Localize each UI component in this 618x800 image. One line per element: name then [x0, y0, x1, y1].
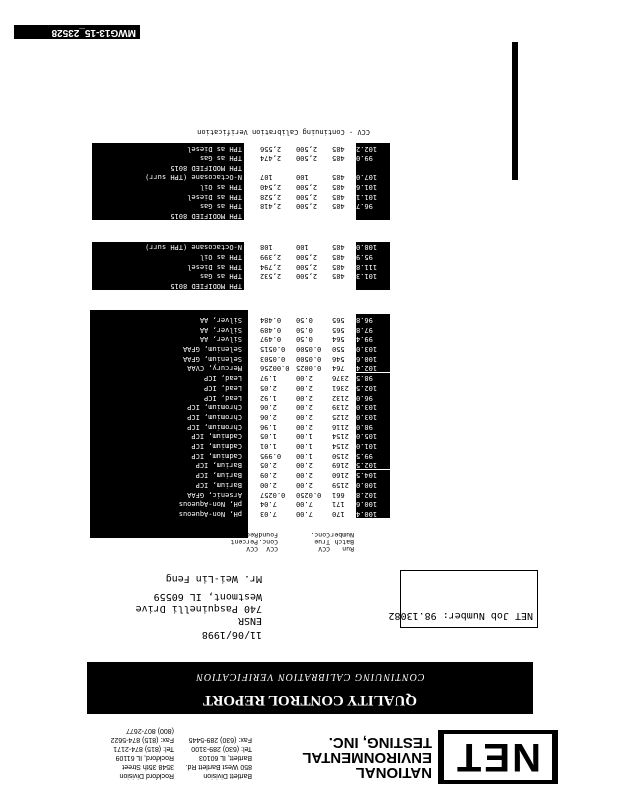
cell-found-conc: 2.06: [260, 403, 277, 412]
cell-analyte: TPH as Gas: [92, 271, 244, 281]
report-subtitle: CONTINUING CALIBRATION VERIFICATION: [195, 671, 425, 682]
cell-true-conc: 0.50: [296, 335, 313, 344]
cell-found-conc: 0.489: [260, 325, 282, 334]
logo-text: NET: [444, 734, 552, 780]
address-line: Tel: (630) 289-3100: [191, 745, 252, 752]
cell-analyte: N-Octacosane (TPH surr): [92, 172, 244, 182]
cell-batch-number: 485: [332, 173, 345, 182]
cell-percent-recovery: 104.5: [356, 470, 390, 480]
cell-percent-recovery: 103.0: [356, 343, 390, 353]
cell-analyte: TPH as Oil: [92, 181, 244, 191]
cell-found-conc: 1.92: [260, 393, 277, 402]
header-text: Analyte: [194, 530, 222, 538]
cell-found-conc: 2,418: [260, 202, 282, 211]
cell-batch-number: 485: [332, 272, 345, 281]
cell-true-conc: 2,500: [296, 182, 318, 191]
cell-percent-recovery: 101.0: [356, 440, 390, 450]
cell-batch-number: 170: [332, 510, 345, 518]
cell-found-conc: 1.96: [260, 422, 277, 431]
cell-analyte: Cadmium, ICP: [92, 431, 244, 441]
cell-found-conc: 2.05: [260, 461, 277, 470]
cell-analyte: Barium, ICP: [92, 460, 244, 470]
cell-found-conc: 7.03: [260, 510, 277, 518]
cell-found-conc: 2,532: [260, 272, 282, 281]
client-name: ENSR: [237, 615, 262, 626]
cell-batch-number: 565: [332, 316, 345, 324]
cell-batch-number: 565: [332, 325, 345, 334]
cell-percent-recovery: 100.0: [356, 479, 390, 489]
cell-found-conc: 7.04: [260, 500, 277, 509]
cell-batch-number: 485: [332, 192, 345, 201]
cell-true-conc: 0.50: [296, 325, 313, 334]
cell-percent-recovery: 102.5: [356, 382, 390, 392]
cell-true-conc: 2,500: [296, 202, 318, 211]
cell-found-conc: 2.06: [260, 413, 277, 421]
cell-percent-recovery: 102.2: [356, 143, 390, 153]
cell-found-conc: 1.97: [260, 374, 277, 383]
cell-batch-number: 2376: [332, 374, 349, 383]
cell-batch-number: 485: [332, 144, 345, 153]
cell-percent-recovery: 96.7: [356, 201, 390, 211]
address-line: (800) 807-2677: [126, 727, 174, 734]
address-line: Tel: (815) 874-2171: [113, 745, 174, 752]
cell-batch-number: 2132: [332, 393, 349, 402]
cell-analyte: Arsenic, GFAA: [92, 489, 244, 499]
footnote: CCV - Continuing Calibration Verification: [197, 128, 370, 136]
cell-batch-number: 2150: [332, 451, 349, 460]
header-text: Conc.: [310, 531, 330, 539]
address-line: Bartlett Division: [203, 772, 252, 779]
cell-true-conc: 0.0500: [296, 345, 322, 354]
cell-percent-recovery: 102.8: [356, 489, 390, 499]
cell-true-conc: 2,500: [296, 262, 318, 271]
header-text: Batch: [334, 538, 354, 546]
header-text: Number: [330, 531, 354, 539]
cell-true-conc: 1.00: [296, 442, 313, 451]
address-line: Fax: (630) 289-5445: [188, 736, 252, 743]
cell-percent-recovery: 99.5: [356, 450, 390, 460]
client-street: 740 Pasquinelli Drive: [135, 603, 262, 614]
cell-analyte: Lead, ICP: [92, 373, 244, 383]
cell-true-conc: 1.00: [296, 432, 313, 441]
cell-true-conc: 2.00: [296, 393, 313, 402]
cell-found-conc: 1.01: [260, 442, 277, 451]
cell-analyte: Chromium, ICP: [92, 421, 244, 431]
cell-batch-number: [332, 210, 354, 220]
cell-analyte: TPH as Gas: [92, 201, 244, 211]
cell-true-conc: 100: [296, 243, 309, 252]
cell-found-conc: 2,556: [260, 144, 282, 153]
cell-percent-recovery: 101.1: [356, 191, 390, 201]
header-text: Recovery: [226, 531, 258, 539]
cell-true-conc: [296, 210, 326, 220]
cell-analyte: Lead, ICP: [92, 392, 244, 402]
cell-found-conc: 2,474: [260, 154, 282, 163]
cell-analyte: TPH as Diesel: [92, 143, 244, 153]
cell-true-conc: 7.00: [296, 500, 313, 509]
client-city: Westmont, IL 60559: [153, 591, 262, 602]
report-date: 11/06/1998: [201, 629, 262, 640]
header-text: CCV: [266, 545, 278, 553]
address-line: Rockford Division: [119, 772, 174, 779]
cell-found-conc: 2,794: [260, 262, 282, 271]
cell-found-conc: 0.0503: [260, 354, 286, 363]
cell-percent-recovery: 98.0: [356, 421, 390, 431]
address-line: Rockford, IL 61109: [115, 754, 174, 761]
cell-true-conc: 7.00: [296, 510, 313, 518]
cell-found-conc: 2,540: [260, 182, 282, 191]
cell-batch-number: 2169: [332, 461, 349, 470]
cell-batch-number: 546: [332, 354, 345, 363]
cell-percent-recovery: 99.4: [356, 334, 390, 344]
cell-batch-number: 764: [332, 364, 345, 373]
cell-analyte: TPH as Diesel: [92, 191, 244, 201]
cell-true-conc: 2.00: [296, 403, 313, 412]
cell-true-conc: 2.00: [296, 374, 313, 383]
cell-percent-recovery: 100.6: [356, 353, 390, 363]
cell-found-conc: 2,399: [260, 252, 282, 261]
cell-analyte: Silver, AA: [92, 314, 244, 324]
cell-analyte: TPH as Oil: [92, 251, 244, 261]
address-line: Fax: (815) 874-5622: [110, 736, 174, 743]
cell-analyte: Silver, AA: [92, 324, 244, 334]
cell-true-conc: 100: [296, 173, 309, 182]
cell-analyte: Barium, ICP: [92, 479, 244, 489]
cell-true-conc: 2.00: [296, 413, 313, 421]
cell-true-conc: 2.00: [296, 461, 313, 470]
cell-found-conc: 0.497: [260, 335, 282, 344]
cell-analyte: TPH as Gas: [92, 153, 244, 163]
cell-true-conc: 2,500: [296, 192, 318, 201]
cell-batch-number: 2154: [332, 432, 349, 441]
cell-percent-recovery: 107.0: [356, 172, 390, 182]
cell-found-conc: 2.05: [260, 383, 277, 392]
cell-analyte: Selenium, GFAA: [92, 343, 244, 353]
cell-true-conc: 2,500: [296, 154, 318, 163]
cell-found-conc: 0.00256: [260, 364, 290, 373]
cell-batch-number: 485: [332, 252, 345, 261]
header-text: Percent: [230, 538, 258, 546]
cell-percent-recovery: [356, 210, 390, 220]
cell-analyte: TPH MODIFIED 8015: [92, 162, 244, 172]
cell-analyte: TPH MODIFIED 8015: [92, 280, 244, 290]
cell-true-conc: [296, 280, 326, 290]
cell-percent-recovery: 108.0: [356, 242, 390, 252]
cell-batch-number: 661: [332, 490, 345, 499]
cell-percent-recovery: 103.0: [356, 402, 390, 412]
cell-true-conc: 2,500: [296, 272, 318, 281]
header-text: Conc.: [258, 538, 278, 546]
cell-batch-number: 2160: [332, 471, 349, 480]
cell-found-conc: 0.0515: [260, 345, 286, 354]
cell-analyte: Selenium, GFAA: [92, 353, 244, 363]
cell-percent-recovery: 96.8: [356, 314, 390, 324]
cell-analyte: N-Octacosane (TPH surr): [92, 242, 244, 252]
cell-percent-recovery: 99.0: [356, 153, 390, 163]
cell-found-conc: 0.0257: [260, 490, 286, 499]
cell-percent-recovery: 101.3: [356, 271, 390, 281]
cell-percent-recovery: 96.0: [356, 392, 390, 402]
cell-analyte: TPH MODIFIED 8015: [92, 210, 244, 220]
cell-true-conc: 1.00: [296, 451, 313, 460]
header-text: CCV: [246, 545, 258, 553]
cell-batch-number: 2154: [332, 442, 349, 451]
cell-batch-number: 2361: [332, 383, 349, 392]
cell-batch-number: 2116: [332, 422, 349, 431]
cell-batch-number: 564: [332, 335, 345, 344]
cell-analyte: Cadmium, ICP: [92, 440, 244, 450]
cell-batch-number: [332, 162, 354, 172]
cell-analyte: Cadmium, ICP: [92, 450, 244, 460]
cell-batch-number: 485: [332, 154, 345, 163]
cell-percent-recovery: 97.8: [356, 324, 390, 334]
cell-found-conc: [260, 210, 294, 220]
cell-true-conc: 2,500: [296, 252, 318, 261]
report-title: QUALITY CONTROL REPORT: [203, 692, 417, 708]
cell-percent-recovery: [356, 280, 390, 290]
cell-true-conc: 0.0025: [296, 364, 322, 373]
cell-true-conc: 0.0500: [296, 354, 322, 363]
cell-percent-recovery: 101.6: [356, 181, 390, 191]
header-text: True: [314, 538, 330, 546]
company-line: TESTING, INC.: [328, 734, 432, 751]
document-stamp: MWG13-15_23528: [14, 25, 140, 39]
job-number: NET Job Number: 98.13082: [388, 610, 533, 621]
cell-found-conc: [260, 280, 294, 290]
cell-batch-number: 485: [332, 243, 345, 252]
address-line: 3548 35th Street: [122, 763, 174, 770]
cell-found-conc: 1.05: [260, 432, 277, 441]
header-text: Run: [342, 545, 354, 553]
cell-batch-number: 2159: [332, 480, 349, 489]
cell-analyte: Chromium, ICP: [92, 402, 244, 412]
cell-percent-recovery: 102.4: [356, 363, 390, 373]
cell-found-conc: 2.09: [260, 471, 277, 480]
header-text: CCV: [318, 545, 330, 553]
cell-analyte: Chromium, ICP: [92, 411, 244, 421]
cell-percent-recovery: [356, 162, 390, 172]
cell-true-conc: [296, 162, 326, 172]
cell-percent-recovery: 105.0: [356, 431, 390, 441]
address-line: 850 West Bartlett Rd.: [185, 763, 252, 770]
company-line: NATIONAL: [355, 764, 432, 781]
cell-analyte: Barium, ICP: [92, 470, 244, 480]
cell-batch-number: 171: [332, 500, 345, 509]
cell-percent-recovery: 103.0: [356, 411, 390, 421]
address-line: Bartlett, IL 60103: [198, 754, 252, 761]
cell-true-conc: 0.50: [296, 316, 313, 324]
header-text: Found: [258, 531, 278, 539]
cell-true-conc: 2.00: [296, 471, 313, 480]
cell-true-conc: 2.00: [296, 383, 313, 392]
cell-found-conc: 0.484: [260, 316, 282, 324]
attention-name: Mr. Wei-Lin Feng: [165, 573, 262, 584]
cell-analyte: TPH as Diesel: [92, 261, 244, 271]
table-edge-rule: [512, 42, 518, 180]
cell-percent-recovery: 95.9: [356, 251, 390, 261]
cell-found-conc: [260, 162, 294, 172]
cell-batch-number: 2139: [332, 403, 349, 412]
cell-true-conc: 0.0250: [296, 490, 322, 499]
cell-analyte: pH, Non-Aqueous: [92, 508, 244, 518]
cell-analyte: pH, Non-Aqueous: [92, 499, 244, 509]
cell-analyte: Mercury, CVAA: [92, 363, 244, 373]
cell-batch-number: 485: [332, 202, 345, 211]
cell-found-conc: 108: [260, 243, 273, 252]
cell-batch-number: [332, 280, 354, 290]
cell-true-conc: 2.00: [296, 480, 313, 489]
cell-percent-recovery: 98.5: [356, 373, 390, 383]
cell-analyte: Lead, ICP: [92, 382, 244, 392]
cell-true-conc: 2.00: [296, 422, 313, 431]
cell-batch-number: 485: [332, 182, 345, 191]
cell-batch-number: 485: [332, 262, 345, 271]
cell-found-conc: 2.00: [260, 480, 277, 489]
cell-batch-number: 2125: [332, 413, 349, 421]
cell-percent-recovery: 102.5: [356, 460, 390, 470]
cell-percent-recovery: 111.8: [356, 261, 390, 271]
cell-batch-number: 550: [332, 345, 345, 354]
cell-found-conc: 107: [260, 173, 273, 182]
cell-true-conc: 2,500: [296, 144, 318, 153]
company-line: ENVIRONMENTAL: [302, 749, 432, 766]
cell-found-conc: 2,528: [260, 192, 282, 201]
cell-percent-recovery: 100.4: [356, 508, 390, 518]
cell-percent-recovery: 100.6: [356, 499, 390, 509]
cell-found-conc: 0.995: [260, 451, 282, 460]
cell-analyte: Silver, AA: [92, 334, 244, 344]
